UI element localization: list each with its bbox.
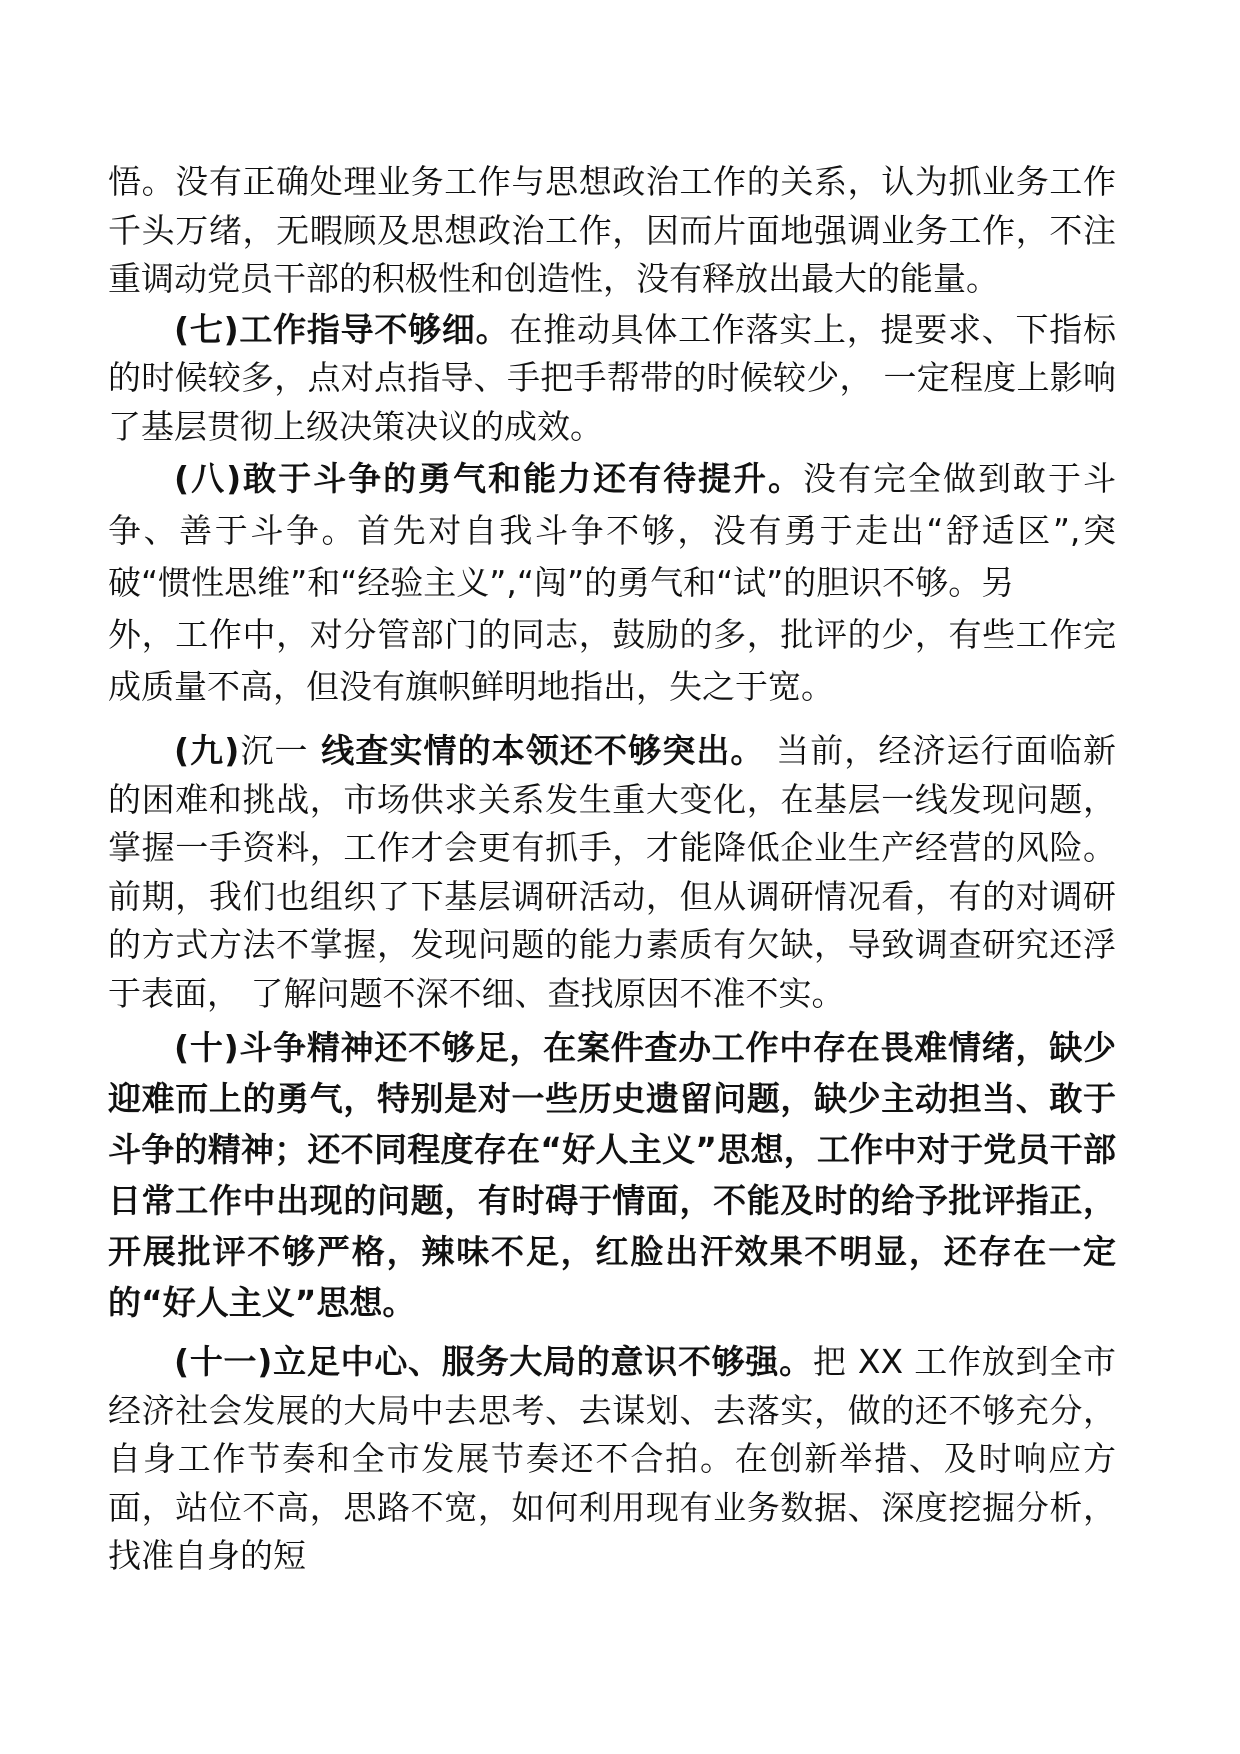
paragraph-continuation	[108, 158, 1116, 304]
section-heading: (八)敢于斗争的勇气和能力还有待提升。	[174, 459, 804, 498]
section-heading-fragment: 沉一	[239, 731, 309, 770]
paragraph-text: 在推动具体工作落实上，提要求、下指标的时候较多，点对点指导、手把手帮带的时候较少， 一定程度上影响了基层贯彻上级决策决议的成效。	[108, 309, 1117, 446]
document-body	[108, 158, 1116, 1581]
paragraph-text: 把 XX 工作放到全市经济社会发展的大局中去思考、去谋划、去落实，做的还不够充分，自身工作节奏和全市发展节奏还不合拍。在创新举措、及时响应方面，站位不高，思路不宽，如何利用现有业务数据、深度挖掘分析，找准自身的短	[108, 1342, 1116, 1575]
paragraph-text: 当前，经济运行面临新的困难和挑战，市场供求关系发生重大变化，在基层一线发现问题，掌握一手资料，工作才会更有抓手，才能降低企业生产经营的风险。前期，我们也组织了下基层调研活动，但从调研情况看，有的对调研的方式方法不掌握，发现问题的能力素质有欠缺，导致调查研究还浮于表面， 了解问题不深不细、查找原因不准不实。	[108, 731, 1116, 1013]
section-heading: 线查实情的本领还不够突出。	[308, 731, 765, 770]
paragraph-section-9	[108, 727, 1116, 1018]
paragraph-section-7	[108, 306, 1116, 452]
paragraph-section-8-continued	[108, 609, 1116, 713]
paragraph-text: 悟。没有正确处理业务工作与思想政治工作的关系，认为抓业务工作千头万绪，无暇顾及思想政治工作，因而片面地强调业务工作，不注重调动党员干部的积极性和创造性，没有释放出最大的能量。	[108, 162, 1116, 298]
paragraph-text: 外，工作中，对分管部门的同志，鼓励的多，批评的少，有些工作完成质量不高，但没有旗帜鲜明地指出，失之于宽。	[108, 615, 1116, 706]
paragraph-section-10	[108, 1022, 1116, 1328]
paragraph-section-11	[108, 1338, 1116, 1581]
section-heading: (十一)立足中心、服务大局的意识不够强。	[174, 1342, 813, 1381]
section-heading-number: (九)	[174, 731, 240, 770]
section-heading: (七)工作指导不够细。	[174, 309, 510, 349]
paragraph-section-8	[108, 453, 1116, 609]
paragraph-text: (十)斗争精神还不够足，在案件查办工作中存在畏难情绪，缺少迎难而上的勇气，特别是对一些历史遗留问题，缺少主动担当、敢于斗争的精神；还不同程度存在“好人主义”思想，工作中对于党员干部日常工作中出现的问题，有时碍于情面，不能及时的给予批评指正，开展批评不够严格，辣味不足，红脸出汗效果不明显，还存在一定的“好人主义”思想。	[108, 1028, 1116, 1322]
paragraph-text: 没有完全做到敢于斗争、善于斗争。首先对自我斗争不够，没有勇于走出“舒适区”,突破“惯性思维”和“经验主义”,“闯”的勇气和“试”的胆识不够。另	[108, 459, 1116, 602]
